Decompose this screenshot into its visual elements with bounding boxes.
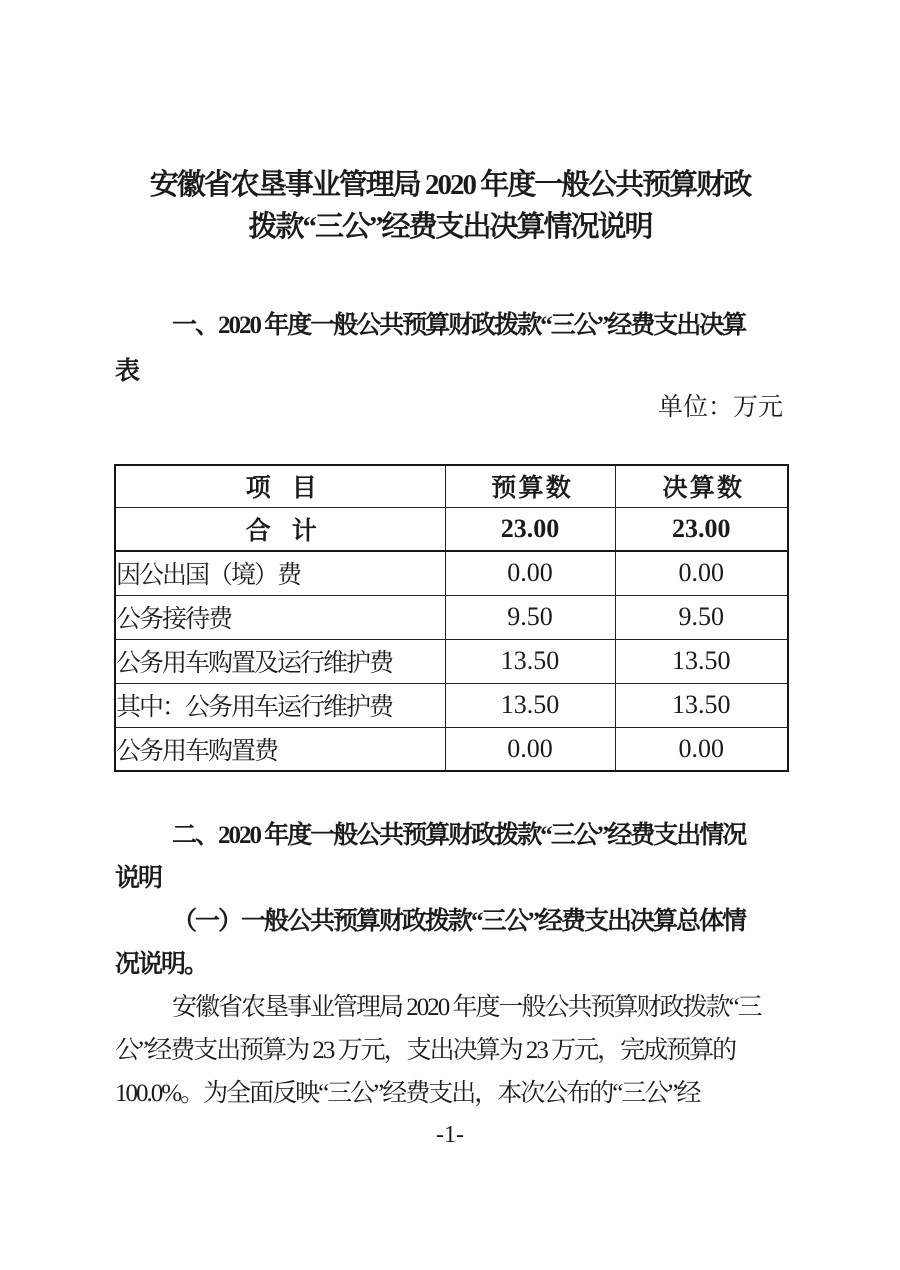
table-cell-final: 13.50 bbox=[615, 683, 788, 727]
table-cell-item: 公务用车购置及运行维护费 bbox=[115, 639, 445, 683]
paragraph-line-2: 公”经费支出预算为 23 万元，支出决算为 23 万元，完成预算的 bbox=[115, 1037, 736, 1064]
table-cell-final: 0.00 bbox=[615, 551, 788, 595]
table-cell-final: 13.50 bbox=[615, 639, 788, 683]
table-cell-budget: 0.00 bbox=[445, 551, 615, 595]
table-cell-final: 23.00 bbox=[615, 507, 788, 551]
table-cell-item: 合 计 bbox=[115, 507, 445, 551]
table-cell-item: 因公出国（境）费 bbox=[115, 551, 445, 595]
table-cell-item: 公务用车购置费 bbox=[115, 727, 445, 771]
table-cell-final: 9.50 bbox=[615, 595, 788, 639]
table-header-row bbox=[115, 465, 788, 507]
table-unit-label: 单位：万元 bbox=[657, 394, 783, 421]
table-row-reception bbox=[115, 595, 788, 639]
paragraph-line-1: 安徽省农垦事业管理局 2020 年度一般公共预算财政拨款“三 bbox=[172, 994, 761, 1021]
section-2-heading-line-2: 说明 bbox=[115, 865, 162, 892]
table-cell-budget: 23.00 bbox=[445, 507, 615, 551]
section-2-sub-heading-line-2: 况说明。 bbox=[115, 951, 208, 978]
section-2-paragraph bbox=[115, 986, 787, 1115]
document-title bbox=[0, 164, 900, 248]
table-cell-budget: 13.50 bbox=[445, 683, 615, 727]
table-header-budget: 预 算 数 bbox=[445, 465, 615, 507]
table-header-final: 决 算 数 bbox=[615, 465, 788, 507]
section-1-heading bbox=[115, 303, 787, 395]
document-title-line-1: 安徽省农垦事业管理局 2020 年度一般公共预算财政 bbox=[149, 169, 751, 201]
table-row-abroad bbox=[115, 551, 788, 595]
table-row-vehicle-purchase bbox=[115, 727, 788, 771]
paragraph-line-3: 100.0%。为全面反映“三公”经费支出，本次公布的“三公”经 bbox=[115, 1080, 700, 1107]
table-cell-budget: 0.00 bbox=[445, 727, 615, 771]
page-number: -1- bbox=[436, 1122, 464, 1148]
three-public-expense-table bbox=[114, 464, 789, 772]
table-cell-final: 0.00 bbox=[615, 727, 788, 771]
table-cell-budget: 9.50 bbox=[445, 595, 615, 639]
table-row-total bbox=[115, 507, 788, 551]
section-2-heading bbox=[115, 814, 787, 986]
section-1-heading-line-1: 一、2020 年度一般公共预算财政拨款“三公”经费支出决算 bbox=[172, 312, 746, 339]
table-cell-budget: 13.50 bbox=[445, 639, 615, 683]
table-header-item: 项 目 bbox=[115, 465, 445, 507]
table-row-vehicle-maintenance bbox=[115, 683, 788, 727]
table-row-vehicle-total bbox=[115, 639, 788, 683]
document-title-line-2: 拨款“三公”经费支出决算情况说明 bbox=[248, 211, 652, 243]
table-cell-item: 其中：公务用车运行维护费 bbox=[115, 683, 445, 727]
table-cell-item: 公务接待费 bbox=[115, 595, 445, 639]
section-2-heading-line-1: 二、2020 年度一般公共预算财政拨款“三公”经费支出情况 bbox=[172, 822, 746, 849]
section-1-heading-line-2: 表 bbox=[115, 358, 139, 385]
section-2-sub-heading-line-1: （一）一般公共预算财政拨款“三公”经费支出决算总体情 bbox=[172, 908, 746, 935]
